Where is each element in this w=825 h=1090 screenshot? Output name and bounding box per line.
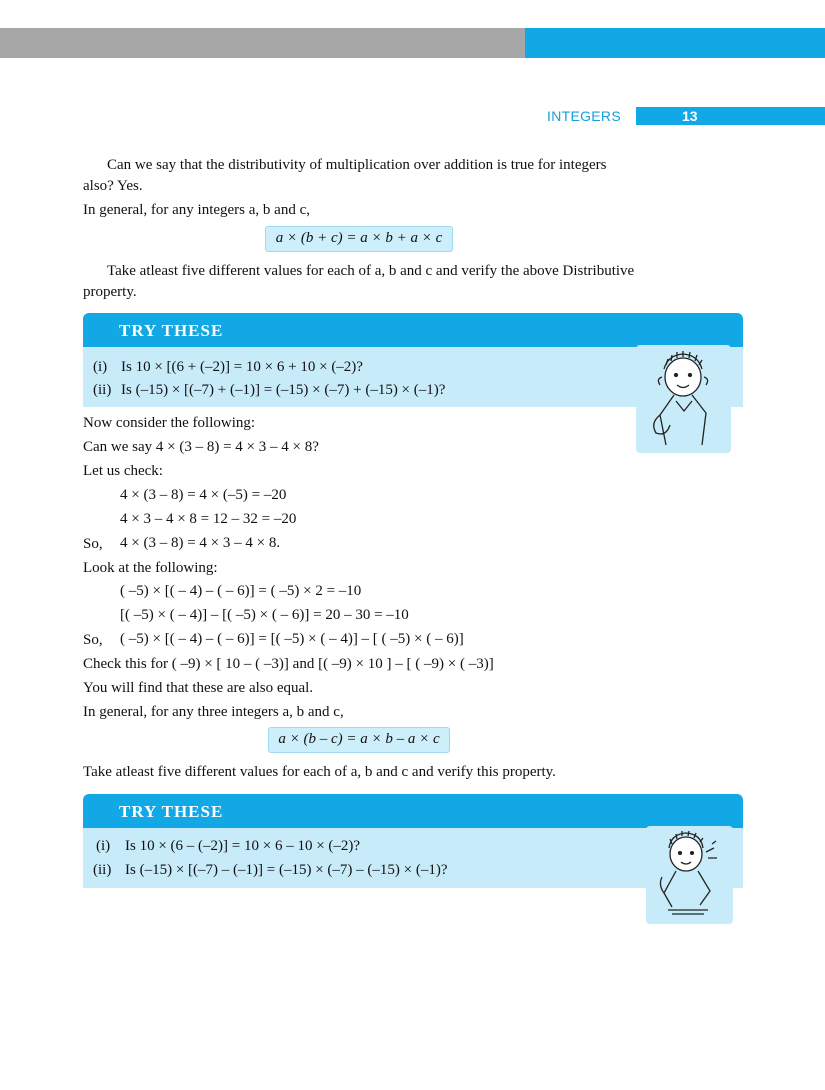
equation-line: 4 × (3 – 8) = 4 × (–5) = –20	[120, 487, 287, 503]
try-these-header: TRY THESE	[83, 794, 743, 828]
equation-line: 4 × (3 – 8) = 4 × 3 – 4 × 8.	[120, 535, 281, 551]
try-these-body	[83, 828, 743, 888]
formula-distributive-addition: a × (b + c) = a × b + a × c	[265, 226, 453, 252]
formula-distributive-subtraction: a × (b – c) = a × b – a × c	[268, 727, 450, 753]
paragraph-line: Let us check:	[83, 463, 163, 479]
paragraph-line: Take atleast five different values for each of a, b and c and verify the above Distributive	[107, 263, 635, 279]
try-item-text: Is 10 × [(6 + (–2)] = 10 × 6 + 10 × (–2)?	[121, 359, 363, 375]
try-item-text: Is (–15) × [(–7) – (–1)] = (–15) × (–7) – (–15) × (–1)?	[125, 862, 448, 878]
try-item-text: Is (–15) × [(–7) + (–1)] = (–15) × (–7) + (–15) × (–1)?	[121, 382, 446, 398]
paragraph-line: Look at the following:	[83, 560, 218, 576]
equation-line: ( –5) × [( – 4) – ( – 6)] = ( –5) × 2 = –10	[120, 583, 362, 599]
try-these-header: TRY THESE	[83, 313, 743, 347]
equation-line: ( –5) × [( – 4) – ( – 6)] = [( –5) × ( – 4)] – [ ( –5) × ( – 6)]	[120, 631, 464, 647]
paragraph-line: In general, for any three integers a, b and c,	[83, 704, 344, 720]
so-label: So,	[83, 632, 103, 648]
header-blue-bar	[525, 28, 825, 58]
try-item-number: (i)	[93, 359, 108, 375]
paragraph-line: Can we say that the distributivity of multiplication over addition is true for integers	[107, 157, 607, 173]
paragraph-line: In general, for any integers a, b and c,	[83, 202, 310, 218]
try-item-number: (i)	[96, 838, 111, 854]
paragraph-line: Take atleast five different values for each of a, b and c and verify this property.	[83, 764, 556, 780]
try-item-number: (ii)	[93, 382, 112, 398]
paragraph-line: property.	[83, 284, 137, 300]
boy-illustration	[636, 345, 731, 453]
girl-illustration	[646, 826, 733, 924]
page-number: 13	[636, 107, 825, 125]
paragraph-line: Check this for ( –9) × [ 10 – ( –3)] and [( –9) × 10 ] – [ ( –9) × ( –3)]	[83, 656, 494, 672]
paragraph-line: also? Yes.	[83, 178, 143, 194]
paragraph-line: Can we say 4 × (3 – 8) = 4 × 3 – 4 × 8?	[83, 439, 319, 455]
equation-line: [( –5) × ( – 4)] – [( –5) × ( – 6)] = 20 – 30 = –10	[120, 607, 409, 623]
try-item-number: (ii)	[93, 862, 112, 878]
header-gray-bar	[0, 28, 525, 58]
equation-line: 4 × 3 – 4 × 8 = 12 – 32 = –20	[120, 511, 297, 527]
so-label: So,	[83, 536, 103, 552]
chapter-title: INTEGERS	[547, 108, 621, 124]
try-item-text: Is 10 × (6 – (–2)] = 10 × 6 – 10 × (–2)?	[125, 838, 361, 854]
paragraph-line: Now consider the following:	[83, 415, 256, 431]
paragraph-line: You will find that these are also equal.	[83, 680, 314, 696]
